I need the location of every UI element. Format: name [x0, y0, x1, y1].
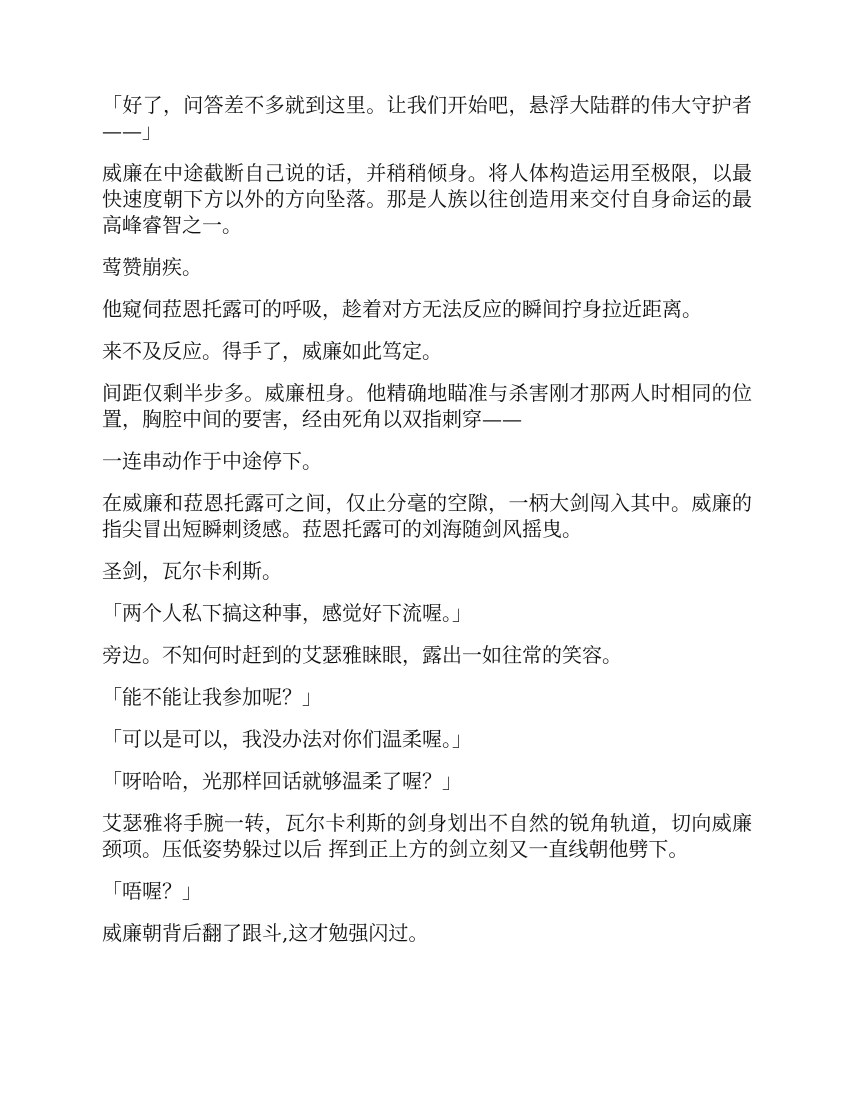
paragraph: 威廉在中途截断自己说的话，并稍稍倾身。将人体构造运用至极限，以最快速度朝下方以外的方向坠落。那是人族以往创造用来交付自身命运的最高峰睿智之一。	[102, 161, 752, 237]
paragraph: 圣剑，瓦尔卡利斯。	[102, 559, 282, 583]
paragraph: 「两个人私下搞这种事，感觉好下流喔。」	[102, 601, 472, 625]
paragraph: 间距仅剩半步多。威廉杻身。他精确地瞄准与杀害刚才那两人时相同的位置，胸腔中间的要害，经由死角以双指刺穿——	[102, 381, 752, 431]
paragraph: 来不及反应。得手了，威廉如此笃定。	[102, 339, 442, 363]
paragraph: 在威廉和菈恩托露可之间，仅止分毫的空隙，一柄大剑闯入其中。威廉的指尖冒出短瞬刺烫感。菈恩托露可的刘海随剑风摇曳。	[102, 491, 752, 541]
paragraph: 「能不能让我参加呢？」	[102, 685, 322, 709]
paragraph: 「唔喔？」	[102, 879, 202, 903]
document-page	[102, 92, 752, 962]
paragraph: 他窥伺菈恩托露可的呼吸，趁着对方无法反应的瞬间拧身拉近距离。	[102, 297, 702, 321]
paragraph: 「可以是可以，我没办法对你们温柔喔。」	[102, 727, 472, 751]
paragraph: 「呀哈哈，光那样回话就够温柔了喔？」	[102, 769, 462, 793]
paragraph: 旁边。不知何时赶到的艾瑟雅睐眼，露出一如往常的笑容。	[102, 643, 622, 667]
paragraph: 一连串动作于中途停下。	[102, 449, 322, 473]
paragraph: 莺赞崩疾。	[102, 255, 202, 279]
paragraph: 艾瑟雅将手腕一转，瓦尔卡利斯的剑身划出不自然的锐角轨道，切向威廉颈项。压低姿势躲过以后 挥到正上方的剑立刻又一直线朝他劈下。	[102, 811, 752, 861]
paragraph: 威廉朝背后翻了跟斗,这才勉强闪过。	[102, 921, 429, 945]
paragraph: 「好了，问答差不多就到这里。让我们开始吧，悬浮大陆群的伟大守护者——」	[102, 93, 752, 143]
